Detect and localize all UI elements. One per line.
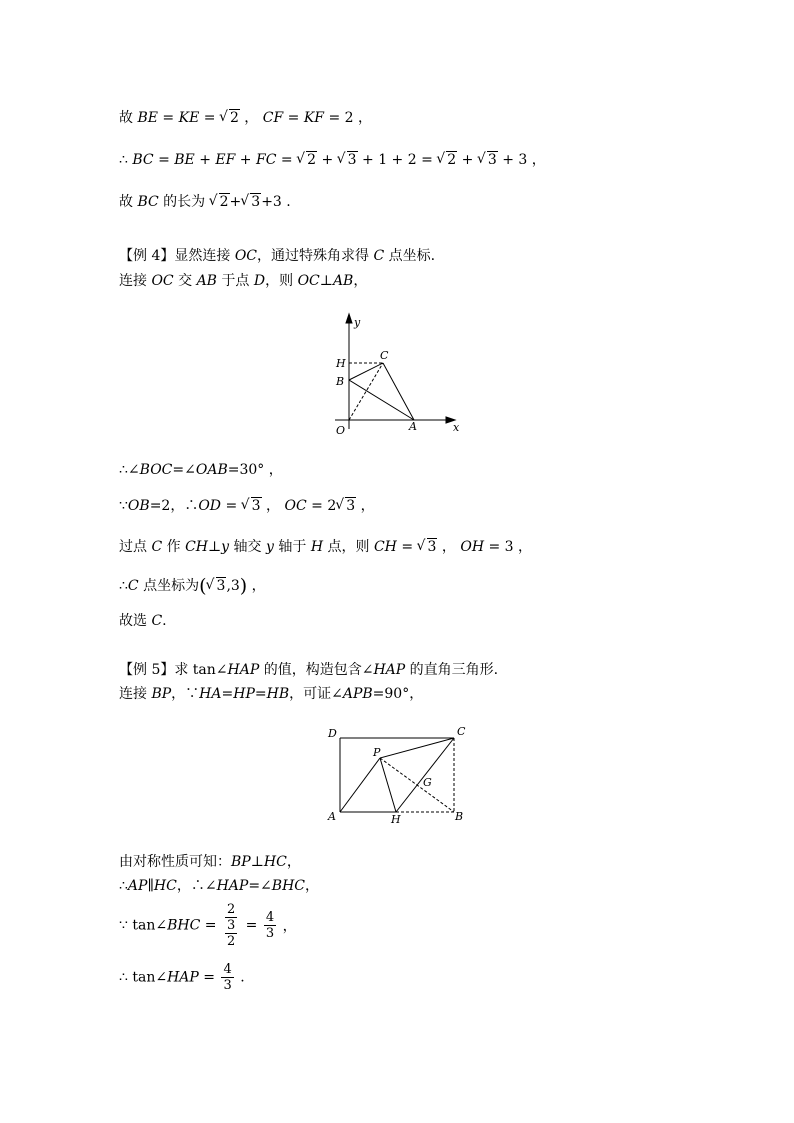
- coordinate-figure: [325, 312, 465, 440]
- txt: +: [229, 194, 242, 210]
- segment-PC: [380, 738, 454, 758]
- txt: ,3: [226, 578, 240, 594]
- label-B: B: [336, 375, 345, 388]
- segment-CA: [383, 363, 414, 420]
- txt: =2，∴: [149, 498, 199, 514]
- txt: + 1 + 2 =: [357, 152, 438, 168]
- radicand: 3: [346, 498, 356, 514]
- var: D: [253, 273, 266, 289]
- label-P: P: [373, 746, 381, 759]
- radicand: 2: [229, 110, 239, 126]
- txt: =∠: [248, 878, 272, 894]
- txt: 故选: [119, 613, 152, 629]
- text-line-8: [119, 537, 532, 557]
- var: C: [151, 613, 163, 629]
- radicand: 3: [251, 194, 261, 210]
- example-5-heading: [119, 660, 498, 680]
- label-y: y: [354, 316, 361, 329]
- right-paren: ): [239, 575, 248, 597]
- label-O: O: [336, 424, 346, 437]
- txt: ，: [437, 539, 461, 555]
- txt: +: [235, 152, 256, 168]
- var: APB: [342, 686, 373, 702]
- txt: =: [241, 917, 262, 934]
- label-x: x: [453, 421, 460, 434]
- var: BC: [132, 152, 154, 168]
- txt: ，: [239, 110, 263, 126]
- txt: ∴ tan∠: [119, 969, 168, 986]
- denominator: 3: [265, 926, 275, 941]
- var: HAP: [167, 969, 199, 986]
- txt: =∠: [172, 462, 196, 478]
- fraction: [221, 962, 233, 993]
- txt: =: [396, 539, 418, 555]
- label-G: G: [423, 776, 432, 789]
- var: CH: [373, 539, 397, 555]
- var: FC: [256, 152, 277, 168]
- txt: ∴∠: [119, 462, 140, 478]
- txt: =90°，: [372, 686, 424, 702]
- var: AB: [332, 273, 354, 289]
- txt: 故: [119, 194, 138, 210]
- var: OD: [198, 498, 222, 514]
- txt: 【例 5】求 tan∠: [119, 662, 228, 678]
- var: OC: [297, 273, 320, 289]
- var: HC: [263, 854, 287, 870]
- radicand: 3: [251, 498, 261, 514]
- var: KE: [178, 110, 200, 126]
- var: KF: [303, 110, 325, 126]
- text-line-1: [119, 108, 372, 128]
- label-A: A: [409, 420, 417, 433]
- text-line-2: [119, 150, 546, 170]
- txt: ⊥: [208, 539, 222, 555]
- var: BP: [231, 854, 251, 870]
- txt: .: [235, 969, 245, 986]
- txt: +3 .: [261, 194, 291, 210]
- example-4-heading: [119, 246, 435, 266]
- label-H: H: [336, 357, 346, 370]
- txt: ，则: [265, 273, 298, 289]
- numerator: 4: [223, 962, 232, 977]
- label-C: C: [457, 725, 466, 738]
- txt: 点坐标为: [138, 578, 200, 594]
- numerator: 2: [226, 902, 236, 917]
- txt: =: [283, 110, 304, 126]
- text-line-3: [119, 192, 291, 212]
- var: OC: [234, 248, 258, 264]
- var: C: [151, 539, 163, 555]
- text-line-5: [119, 271, 367, 291]
- txt: ∥: [147, 878, 154, 894]
- txt: 轴于: [273, 539, 311, 555]
- txt: ，通过特殊角求得: [257, 248, 374, 264]
- txt: 连接: [119, 686, 152, 702]
- txt: ，: [278, 918, 297, 935]
- var: AP: [127, 878, 148, 894]
- radicand: 2: [447, 152, 457, 168]
- txt: 过点: [119, 539, 152, 555]
- var: HB: [266, 686, 290, 702]
- sqrt: [437, 150, 457, 170]
- var: y: [221, 539, 230, 555]
- var: BOC: [139, 462, 173, 478]
- text-line-13: [119, 852, 301, 872]
- txt: .: [162, 613, 167, 629]
- txt: ，可证∠: [289, 686, 343, 702]
- txt: +: [317, 152, 338, 168]
- text-line-14: [119, 876, 319, 896]
- var: BHC: [271, 878, 306, 894]
- sqrt: [338, 150, 358, 170]
- nested-fraction: [223, 902, 239, 949]
- sqrt: [418, 537, 438, 557]
- var: BE: [174, 152, 195, 168]
- txt: ，∴∠: [176, 878, 217, 894]
- txt: ∵: [119, 498, 128, 514]
- txt: =: [276, 152, 298, 168]
- txt: ⊥: [319, 273, 333, 289]
- txt: =: [198, 969, 220, 986]
- txt: 的值，构造包含∠: [259, 662, 374, 678]
- txt: =: [153, 152, 175, 168]
- txt: = 2: [306, 498, 337, 514]
- txt: 作: [162, 539, 186, 555]
- sqrt: [478, 150, 498, 170]
- var: HC: [153, 878, 177, 894]
- txt: =30° ，: [227, 462, 283, 478]
- txt: = 2 ，: [324, 110, 373, 126]
- txt: ，: [247, 578, 266, 594]
- var: EF: [215, 152, 236, 168]
- var: OC: [151, 273, 174, 289]
- radicand: 2: [219, 194, 229, 210]
- sqrt: [207, 576, 227, 596]
- text-line-7: [119, 496, 375, 516]
- text-line-16: [119, 962, 245, 993]
- radicand: 3: [427, 539, 437, 555]
- fraction: [264, 910, 276, 941]
- text-line-6: [119, 460, 283, 480]
- var: AB: [196, 273, 217, 289]
- rectangle-figure: [323, 722, 473, 828]
- txt: 于点: [216, 273, 254, 289]
- segment-PB: [380, 758, 454, 812]
- numerator: 4: [265, 910, 275, 925]
- txt: ，: [356, 498, 375, 514]
- txt: ，: [305, 878, 320, 894]
- y-axis-arrow: [346, 314, 352, 323]
- txt: =: [157, 110, 179, 126]
- segment-PH: [380, 758, 396, 812]
- txt: ，∵: [171, 686, 200, 702]
- denominator: 3: [223, 978, 232, 993]
- denominator: 2: [226, 934, 236, 949]
- segment-AP: [340, 758, 380, 812]
- txt: ⊥: [250, 854, 264, 870]
- var: HAP: [373, 662, 406, 678]
- txt: =: [254, 686, 267, 702]
- var: H: [310, 539, 324, 555]
- var: HA: [199, 686, 222, 702]
- txt: =: [221, 498, 242, 514]
- txt: =: [221, 686, 234, 702]
- label-A: A: [328, 810, 336, 823]
- sqrt: [220, 108, 240, 128]
- var: OAB: [195, 462, 228, 478]
- inner-fraction: [223, 902, 239, 933]
- label-B: B: [455, 810, 464, 823]
- left-paren: (: [199, 575, 207, 597]
- txt: 点，则: [323, 539, 374, 555]
- txt: 【例 4】显然连接: [119, 248, 235, 264]
- sqrt: [241, 192, 261, 212]
- radicand: 3: [347, 152, 357, 168]
- sqrt: [242, 496, 262, 516]
- var: HP: [233, 686, 255, 702]
- label-D: D: [328, 727, 337, 740]
- txt: = 3 ，: [484, 539, 533, 555]
- txt: + 3 ，: [497, 152, 546, 168]
- var: C: [373, 248, 385, 264]
- var: HAP: [227, 662, 260, 678]
- txt: ，: [353, 273, 368, 289]
- radicand: 3: [487, 152, 497, 168]
- txt: 点坐标.: [384, 248, 436, 264]
- txt: 故: [119, 110, 138, 126]
- label-H: H: [391, 813, 401, 826]
- var: OC: [284, 498, 307, 514]
- txt: =: [200, 917, 221, 934]
- txt: 的长为: [158, 194, 210, 210]
- var: CF: [262, 110, 284, 126]
- txt: 由对称性质可知：: [119, 854, 231, 870]
- var: BE: [137, 110, 158, 126]
- txt: +: [194, 152, 216, 168]
- txt: ∵ tan∠: [119, 917, 168, 934]
- label-C: C: [380, 349, 389, 362]
- denominator: 3: [226, 918, 236, 933]
- text-line-9: [119, 576, 266, 596]
- segment-HC: [396, 738, 454, 812]
- txt: =: [199, 110, 220, 126]
- txt: 连接: [119, 273, 152, 289]
- txt: ∴: [119, 152, 133, 168]
- text-line-12: [119, 684, 423, 704]
- var: OH: [460, 539, 485, 555]
- sqrt: [336, 496, 356, 516]
- var: HAP: [216, 878, 249, 894]
- txt: ，: [286, 854, 301, 870]
- text-line-10: [119, 611, 167, 631]
- var: BP: [151, 686, 172, 702]
- txt: ∴: [119, 878, 128, 894]
- var: C: [127, 578, 139, 594]
- radicand: 3: [216, 578, 226, 594]
- segment-BA: [349, 380, 414, 420]
- radicand: 2: [307, 152, 316, 168]
- txt: 的直角三角形.: [405, 662, 499, 678]
- sqrt: [297, 150, 317, 170]
- sqrt: [210, 192, 230, 212]
- var: OB: [127, 498, 150, 514]
- text-line-15: [119, 902, 297, 949]
- var: BC: [137, 194, 159, 210]
- var: BHC: [167, 917, 201, 934]
- txt: ∴: [119, 578, 128, 594]
- var: CH: [185, 539, 208, 555]
- txt: ，: [261, 498, 285, 514]
- txt: 轴交: [229, 539, 266, 555]
- txt: +: [457, 152, 478, 168]
- txt: 交: [173, 273, 197, 289]
- var: y: [266, 539, 274, 555]
